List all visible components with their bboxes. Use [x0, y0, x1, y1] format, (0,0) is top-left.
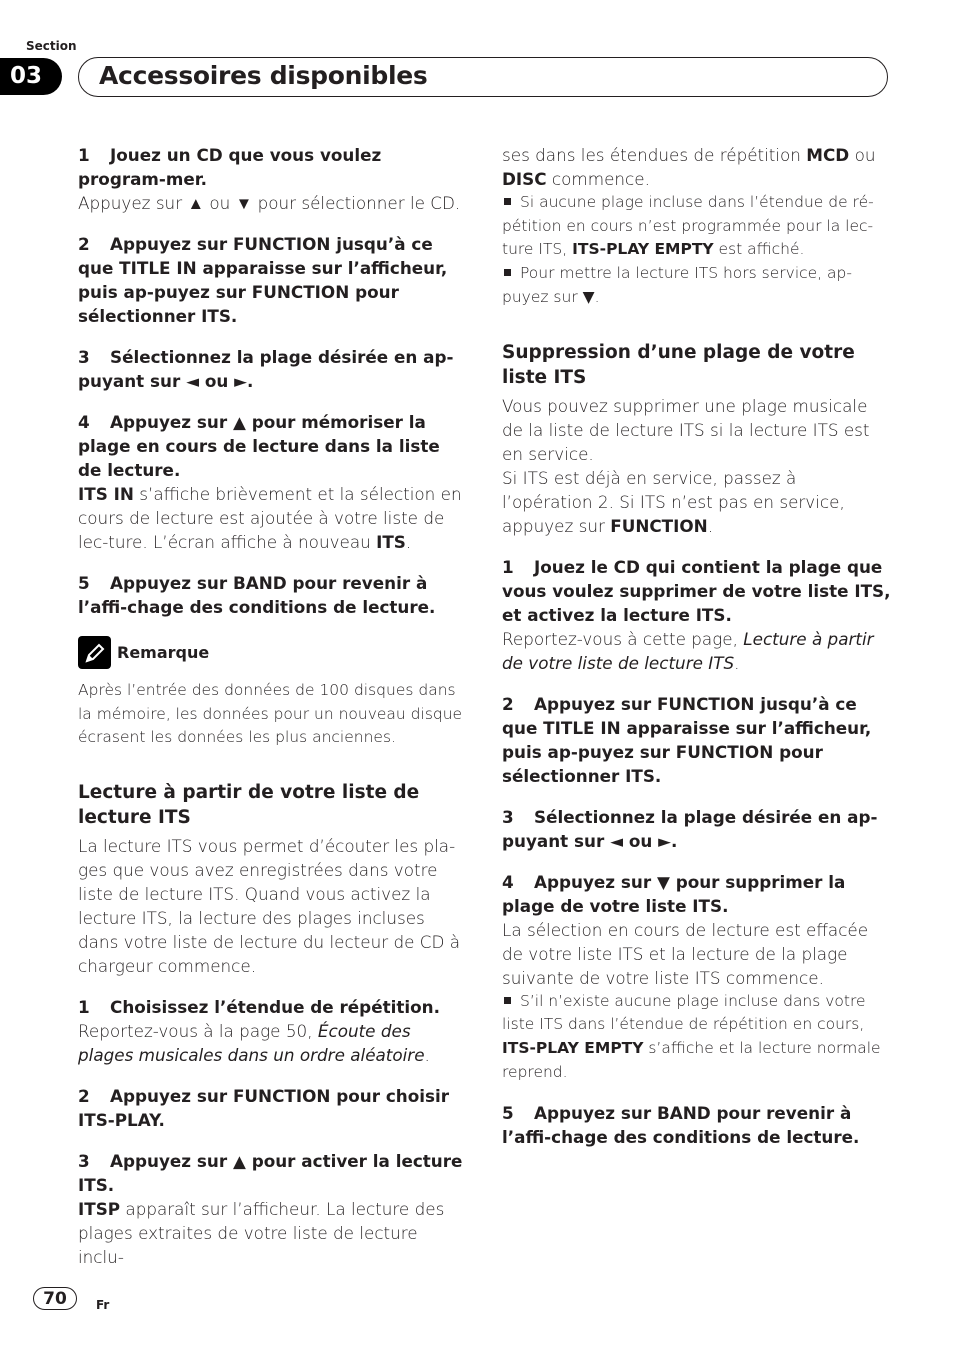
note-title: Remarque — [117, 642, 210, 662]
step-4-body: ITS IN s’affiche brièvement et la sélection en cours de lecture est ajoutée à votre liste de lec-ture. L’écran affiche à nouveau ITS. — [78, 484, 462, 552]
bullet-icon — [504, 997, 511, 1004]
bullet-its-play-empty: Si aucune plage incluse dans l’étendue de ré-pétition en cours n’est programmée pour la lec-ture ITS, ITS-PLAY EMPTY est affiché. — [502, 193, 874, 259]
bullet-icon — [504, 269, 511, 276]
bullet-icon — [504, 198, 511, 205]
section-heading-lecture-its: Lecture à partir de votre liste de lecture ITS — [78, 782, 420, 829]
note-text: Après l’entrée des données de 100 disques dans la mémoire, les données pour un nouveau disque écrasent les données les plus anciennes. — [78, 681, 463, 747]
section-label: Section — [26, 39, 77, 53]
step-1: 1 Jouez un CD que vous voulez program-mer. — [78, 145, 382, 189]
del-step-1: 1 Jouez le CD qui contient la plage que vous voulez supprimer de votre liste ITS, et activez la lecture ITS. — [502, 556, 891, 625]
bullet-its-off: Pour mettre la lecture ITS hors service, ap-puyez sur ▼. — [502, 264, 852, 306]
its-step-3-continued: ses dans les étendues de répétition MCD ou DISC commence. — [502, 145, 876, 189]
section-heading-suppression: Suppression d’une plage de votre liste ITS — [502, 341, 855, 388]
its-step-2: 2 Appuyez sur FUNCTION pour choisir ITS-PLAY. — [78, 1086, 450, 1131]
note-header — [78, 636, 466, 669]
right-column — [502, 143, 892, 1149]
step-1-body: Appuyez sur ▲ ou ▼ pour sélectionner le CD. — [78, 193, 461, 213]
step-4: 4 Appuyez sur ▲ pour mémoriser la plage en cours de lecture dans la liste de lecture. — [78, 412, 440, 480]
step-3: 3 Sélectionnez la plage désirée en ap-puyant sur ◄ ou ►. — [78, 347, 454, 391]
del-step-2: 2 Appuyez sur FUNCTION jusqu’à ce que TITLE IN apparaisse sur l’afficheur, puis ap-puyez sur FUNCTION pour sélectionner ITS. — [502, 693, 872, 786]
suppression-intro-1: Vous pouvez supprimer une plage musicale de la liste de lecture ITS si la lecture ITS est en service. — [502, 395, 870, 464]
section-number: 03 — [0, 58, 62, 95]
lecture-its-intro: La lecture ITS vous permet d’écouter les pla-ges que vous avez enregistrées dans votre liste de lecture ITS. Quand vous activez la lecture ITS, la lecture des plages incluses dans votre liste de lecture du lecteur de CD à chargeur commence. — [78, 836, 461, 977]
title-bar — [78, 57, 888, 97]
language-label: Fr — [96, 1298, 110, 1312]
del-step-4-body: La sélection en cours de lecture est effacée de votre liste ITS et la lecture de la plage suivante de votre liste ITS commence. — [502, 919, 869, 988]
its-step-1-body: Reportez-vous à la page 50, Écoute des plages musicales dans un ordre aléatoire. — [78, 1021, 430, 1066]
page-number: 70 — [33, 1287, 77, 1310]
its-step-3: 3 Appuyez sur ▲ pour activer la lecture ITS. — [78, 1151, 463, 1196]
page-title: Accessoires disponibles — [99, 61, 428, 90]
del-step-5: 5 Appuyez sur BAND pour revenir à l’affi-chage des conditions de lecture. — [502, 1103, 860, 1148]
left-column — [78, 143, 466, 1269]
suppression-intro-2: Si ITS est déjà en service, passez à l’opération 2. Si ITS n’est pas en service, appuyez sur FUNCTION. — [502, 467, 845, 536]
its-step-3-body: ITSP apparaît sur l’afficheur. La lecture des plages extraites de votre liste de lecture inclu- — [78, 1199, 445, 1268]
pencil-icon — [78, 636, 111, 669]
del-step-3: 3 Sélectionnez la plage désirée en ap-puyant sur ◄ ou ►. — [502, 806, 878, 851]
step-5: 5 Appuyez sur BAND pour revenir à l’affi-chage des conditions de lecture. — [78, 573, 436, 617]
del-step-4: 4 Appuyez sur ▼ pour supprimer la plage de votre liste ITS. — [502, 871, 846, 916]
step-2: 2 Appuyez sur FUNCTION jusqu’à ce que TITLE IN apparaisse sur l’afficheur, puis ap-puyez sur FUNCTION pour sélectionner ITS. — [78, 234, 448, 326]
del-step-1-body: Reportez-vous à cette page, Lecture à partir de votre liste de lecture ITS. — [502, 628, 874, 673]
bullet-no-track: S’il n’existe aucune plage incluse dans votre liste ITS dans l’étendue de répétition en cours, ITS-PLAY EMPTY s’affiche et la lecture normale reprend. — [502, 991, 881, 1081]
its-step-1: 1 Choisissez l’étendue de répétition. — [78, 997, 440, 1018]
